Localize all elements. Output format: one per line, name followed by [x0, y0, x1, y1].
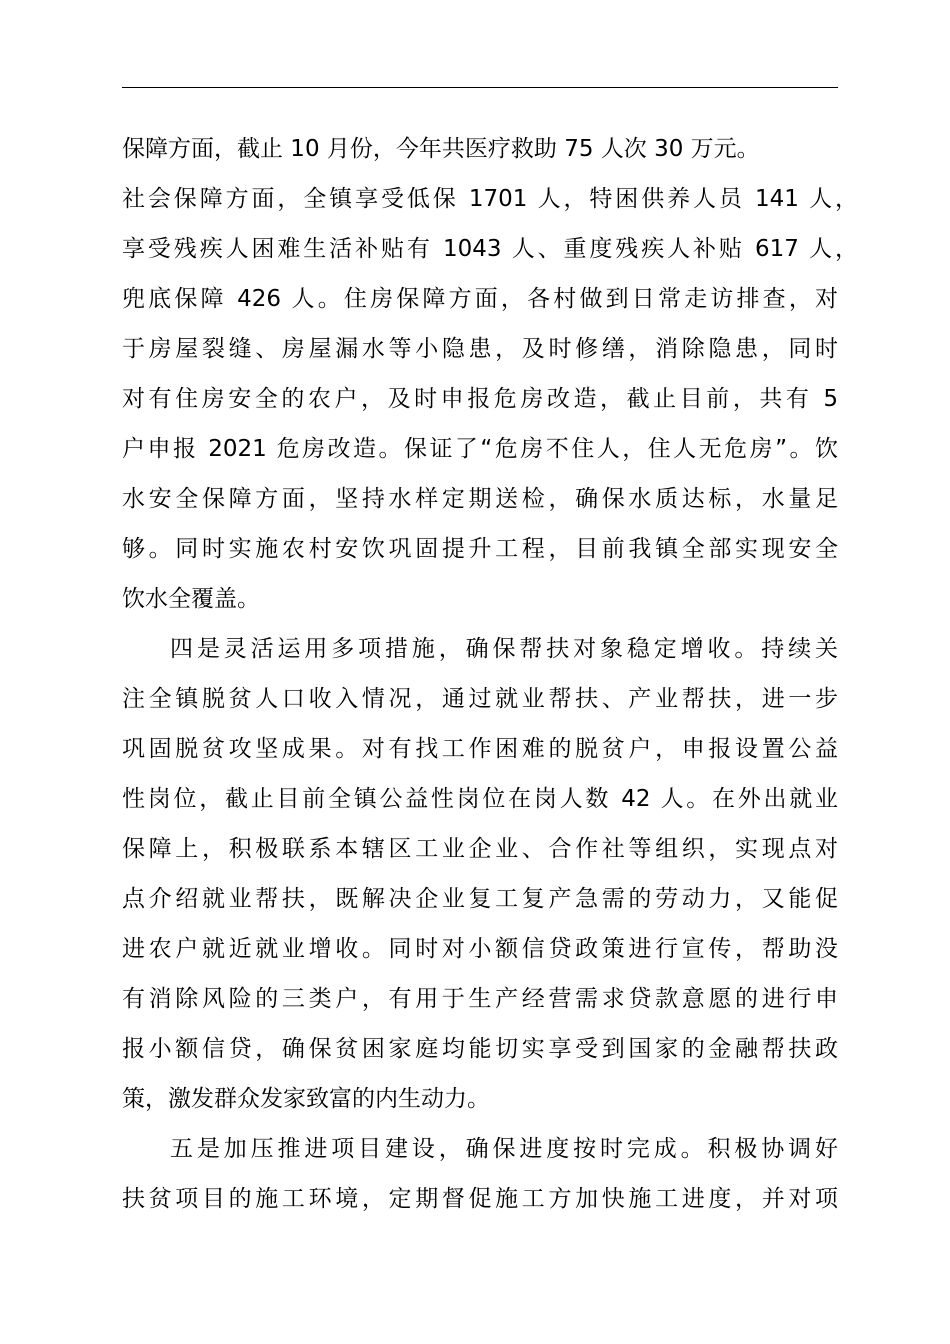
- text-line: 兜底保障 426 人。住房保障方面，各村做到日常走访排查，对: [122, 286, 838, 312]
- text-line: 户申报 2021 危房改造。保证了“危房不住人，住人无危房”。饮: [122, 436, 838, 462]
- text-line: 巩固脱贫攻坚成果。对有找工作困难的脱贫户，申报设置公益: [122, 736, 838, 762]
- paragraph-start-line: 四是灵活运用多项措施，确保帮扶对象稳定增收。持续关: [170, 636, 838, 662]
- text-line: 够。同时实施农村安饮巩固提升工程，目前我镇全部实现安全: [122, 536, 838, 562]
- text-line: 点介绍就业帮扶，既解决企业复工复产急需的劳动力，又能促: [122, 886, 838, 912]
- text-line: 于房屋裂缝、房屋漏水等小隐患，及时修缮，消除隐患，同时: [122, 336, 838, 362]
- text-line: 有消除风险的三类户，有用于生产经营需求贷款意愿的进行申: [122, 986, 838, 1012]
- header-rule: [122, 87, 838, 88]
- text-line: 注全镇脱贫人口收入情况，通过就业帮扶、产业帮扶，进一步: [122, 686, 838, 712]
- paragraph-start-line: 五是加压推进项目建设，确保进度按时完成。积极协调好: [170, 1136, 838, 1162]
- text-line: 享受残疾人困难生活补贴有 1043 人、重度残疾人补贴 617 人，: [122, 236, 858, 262]
- text-line: 水安全保障方面，坚持水样定期送检，确保水质达标，水量足: [122, 486, 838, 512]
- text-line: 对有住房安全的农户，及时申报危房改造，截止目前，共有 5: [122, 386, 838, 412]
- text-line: 进农户就近就业增收。同时对小额信贷政策进行宣传，帮助没: [122, 936, 838, 962]
- text-line: 保障上，积极联系本辖区工业企业、合作社等组织，实现点对: [122, 836, 838, 862]
- text-line: 性岗位，截止目前全镇公益性岗位在岗人数 42 人。在外出就业: [122, 786, 838, 812]
- text-line: 保障方面，截止 10 月份，今年共医疗救助 75 人次 30 万元。: [122, 136, 760, 162]
- text-line: 饮水全覆盖。: [122, 586, 260, 612]
- text-line: 社会保障方面，全镇享受低保 1701 人，特困供养人员 141 人，: [122, 186, 858, 212]
- text-line: 扶贫项目的施工环境，定期督促施工方加快施工进度，并对项: [122, 1186, 838, 1212]
- text-line: 报小额信贷，确保贫困家庭均能切实享受到国家的金融帮扶政: [122, 1036, 838, 1062]
- text-line: 策，激发群众发家致富的内生动力。: [122, 1086, 490, 1112]
